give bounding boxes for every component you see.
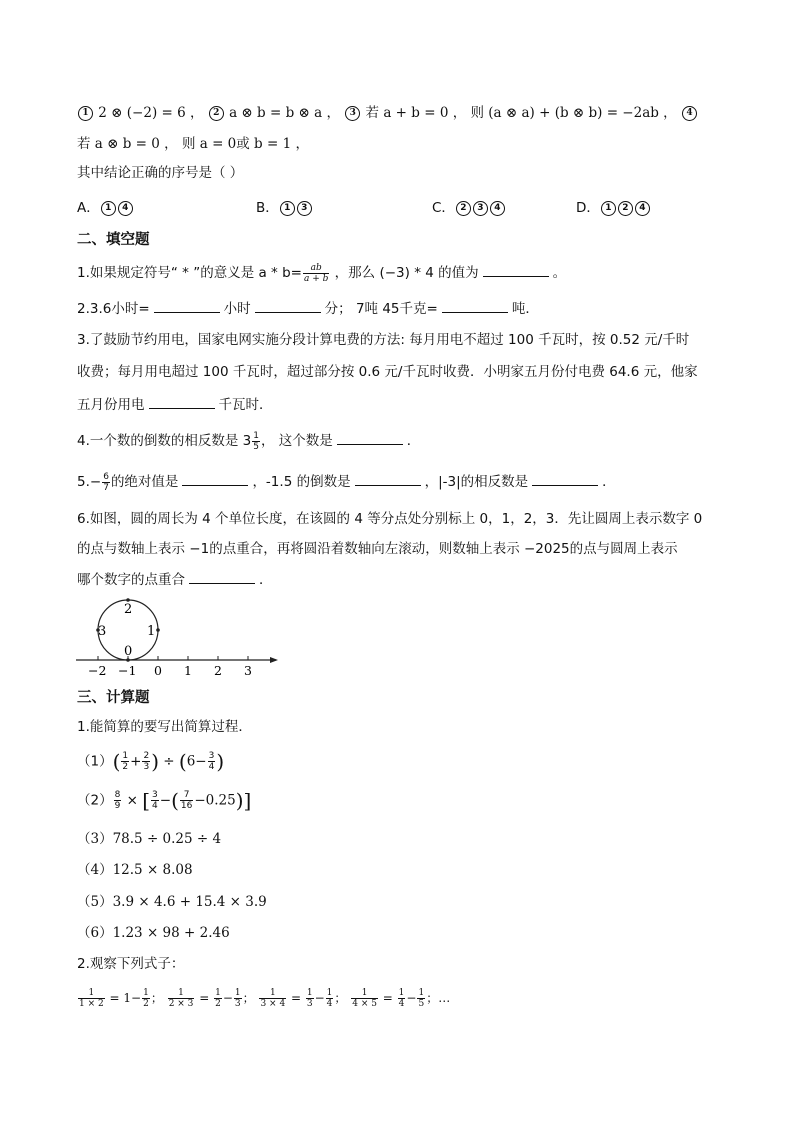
circle-number: 4 <box>490 201 505 216</box>
calc-q1-title: 1.能简算的要写出简算过程． <box>77 719 252 735</box>
fill-q4 <box>77 430 420 452</box>
punct: ． <box>259 572 273 588</box>
answer-blank[interactable] <box>255 298 321 313</box>
calc-item-6: （6）1.23 × 98 + 2.46 <box>77 925 230 941</box>
fraction: $\frac{2}{3}$ <box>143 751 150 772</box>
question-prompt: 其中结论正确的序号是（ ） <box>77 165 244 181</box>
punct: 。 <box>552 265 567 281</box>
calc-item-5: （5）3.9 × 4.6 + 15.4 × 3.9 <box>77 894 267 910</box>
fraction: $\frac{7}{16}$ <box>180 790 193 811</box>
fill-q3-text: 五月份用电 <box>77 397 145 413</box>
tick-label: 1 <box>184 663 192 678</box>
circle-number: 1 <box>601 201 616 216</box>
fill-q1-text: 1.如果规定符号“ * ”的意义是 a * b= <box>77 265 302 281</box>
series-term-3: $\frac{1}{3 \times 4}$ = $\frac{1}{3}$ − $\frac{1}{4}$ ； <box>260 988 347 1009</box>
operator: × <box>126 792 138 809</box>
statement-3: 若 a + b = 0 ， 则 (a ⊗ a) + (b ⊗ b) = −2ab ， <box>365 105 677 121</box>
fill-q1 <box>77 262 566 284</box>
circle-number: 3 <box>473 201 488 216</box>
circle-number-4: 4 <box>682 106 697 121</box>
fill-q5 <box>77 471 616 493</box>
circle-number: 2 <box>456 201 471 216</box>
circle-point-right <box>156 628 160 632</box>
fill-q1-text-2: ，那么 (−3) * 4 的值为 <box>334 265 479 281</box>
calc-item-4: （4）12.5 × 8.08 <box>77 862 193 878</box>
axis-arrow-icon <box>270 657 278 663</box>
option-d-letter: D． <box>576 200 600 216</box>
item-label: （2） <box>77 792 113 809</box>
circle-label-3: 3 <box>98 624 107 639</box>
fill-q6-line2: 的点与数轴上表示 −1的点重合，再将圆沿着数轴向左滚动，则数轴上表示 −2025的点与圆周上表示 <box>77 541 678 557</box>
circle-number: 1 <box>280 201 295 216</box>
item-label: （1） <box>77 753 113 770</box>
statement-1: 2 ⊗ (−2) = 6 ， <box>98 105 204 121</box>
series-term-1: $\frac{1}{1 \times 2}$ = 1− $\frac{1}{2}$ ； <box>79 988 163 1009</box>
circle-number-3: 3 <box>345 106 360 121</box>
circle-number-2: 2 <box>209 106 224 121</box>
answer-blank[interactable] <box>442 298 508 313</box>
answer-blank[interactable] <box>189 569 255 584</box>
circle-number: 4 <box>118 201 133 216</box>
option-a[interactable] <box>77 196 134 216</box>
circle-number: 2 <box>618 201 633 216</box>
calc-item-2: （2） $\frac{8}{9}$ × [ $\frac{3}{4}$ −( $\frac{7}{16}$ −0.25)] <box>77 788 252 813</box>
answer-blank[interactable] <box>154 298 220 313</box>
fraction: $\frac{3}{4}$ <box>152 790 158 811</box>
fill-q4-text: ， 这个数是 <box>261 433 333 449</box>
answer-blank[interactable] <box>337 430 403 445</box>
circle-label-2: 2 <box>124 602 133 617</box>
fill-q5-text: ，-1.5 的倒数是 <box>252 474 351 490</box>
option-b[interactable] <box>256 196 313 216</box>
fill-q6-line3 <box>77 569 273 590</box>
option-c[interactable] <box>432 196 506 216</box>
circle-number: 3 <box>297 201 312 216</box>
fraction: $\frac{6}{7}$ <box>103 471 109 493</box>
circle-number: 4 <box>635 201 650 216</box>
tick-label: 3 <box>244 663 252 678</box>
fill-q5-text: ，|-3|的相反数是 <box>424 474 529 490</box>
fill-q3-text: 千瓦时． <box>218 397 273 413</box>
fill-q2-text: 分； 7吨 45千克= <box>324 301 438 317</box>
fill-q2-text: 吨． <box>511 301 539 317</box>
calc-q2-title: 2.观察下列式子： <box>77 956 185 972</box>
series-term-4: $\frac{1}{4 \times 5}$ = $\frac{1}{4}$ − $\frac{1}{5}$ ；… <box>352 988 451 1009</box>
calc-item-1: （1）( $\frac{1}{2}$ + $\frac{2}{3}$ ) ÷ (6− $\frac{3}{4}$ ) <box>77 749 225 774</box>
tick-label: −2 <box>88 663 107 678</box>
fill-q5-text: 5.− <box>77 474 102 490</box>
answer-blank[interactable] <box>532 471 598 486</box>
number: 6− <box>186 753 207 770</box>
punct: ． <box>406 433 421 449</box>
fraction: $\frac{3}{4}$ <box>208 751 215 772</box>
fill-q4-text: 4.一个数的倒数的相反数是 3 <box>77 433 252 449</box>
fill-q2-text: 2.3.6小时= <box>77 301 150 317</box>
operator: + <box>130 753 142 770</box>
statement-2: a ⊗ b = b ⊗ a ， <box>229 105 340 121</box>
circle-label-1: 1 <box>147 624 156 639</box>
punct: ． <box>602 474 616 490</box>
series-line <box>77 988 450 1009</box>
operator: − <box>159 792 172 809</box>
answer-blank[interactable] <box>355 471 421 486</box>
option-c-letter: C． <box>432 200 455 216</box>
fill-q3-line1: 3.了鼓励节约用电，国家电网实施分段计算电费的方法: 每月用电不超过 100 千瓦时，按 0.52 元/千时 <box>77 332 690 348</box>
fraction: $\frac{ab}{a + b}$ <box>303 262 329 284</box>
fill-q2-text: 小时 <box>223 301 251 317</box>
option-d[interactable] <box>576 196 651 216</box>
tick-label: 0 <box>154 663 162 678</box>
fill-q5-text: 的绝对值是 <box>110 474 179 490</box>
fraction: $\frac{8}{9}$ <box>114 790 121 811</box>
operator: ÷ <box>163 753 175 770</box>
answer-blank[interactable] <box>182 471 248 486</box>
answer-blank[interactable] <box>149 394 215 409</box>
fraction: $\frac{1}{2}$ <box>122 751 129 772</box>
tick-label: −1 <box>118 663 137 678</box>
fill-q6-text: 哪个数字的点重合 <box>77 572 185 588</box>
circle-number-line-figure <box>74 597 286 679</box>
fill-q2 <box>77 298 539 319</box>
question-line-2: 若 a ⊗ b = 0 ， 则 a = 0或 b = 1 ， <box>77 136 309 152</box>
circle-number: 1 <box>101 201 116 216</box>
series-term-2: $\frac{1}{2 \times 3}$ = $\frac{1}{2}$ − $\frac{1}{3}$ ； <box>168 988 255 1009</box>
tick-label: 2 <box>214 663 222 678</box>
section-title-fill-in: 二、填空题 <box>77 232 150 248</box>
fill-q3-line3 <box>77 394 273 415</box>
option-a-letter: A． <box>77 200 100 216</box>
section-title-calculation: 三、计算题 <box>77 690 150 706</box>
question-line-1 <box>77 103 698 123</box>
fraction: $\frac{1}{5}$ <box>253 430 259 452</box>
calc-item-3: （3）78.5 ÷ 0.25 ÷ 4 <box>77 831 222 847</box>
fill-q6-line1: 6.如图，圆的周长为 4 个单位长度，在该圆的 4 等分点处分别标上 0，1，2，3．先让圆周上表示数字 0 <box>77 511 703 527</box>
circle-number-1: 1 <box>78 106 93 121</box>
answer-blank[interactable] <box>483 262 549 277</box>
fill-q3-line2: 收费；每月用电超过 100 千瓦时，超过部分按 0.6 元/千瓦时收费．小明家五月份付电费 64.6 元，他家 <box>77 364 698 380</box>
option-b-letter: B． <box>256 200 279 216</box>
circle-label-0: 0 <box>124 644 133 659</box>
number: −0.25 <box>194 792 236 809</box>
